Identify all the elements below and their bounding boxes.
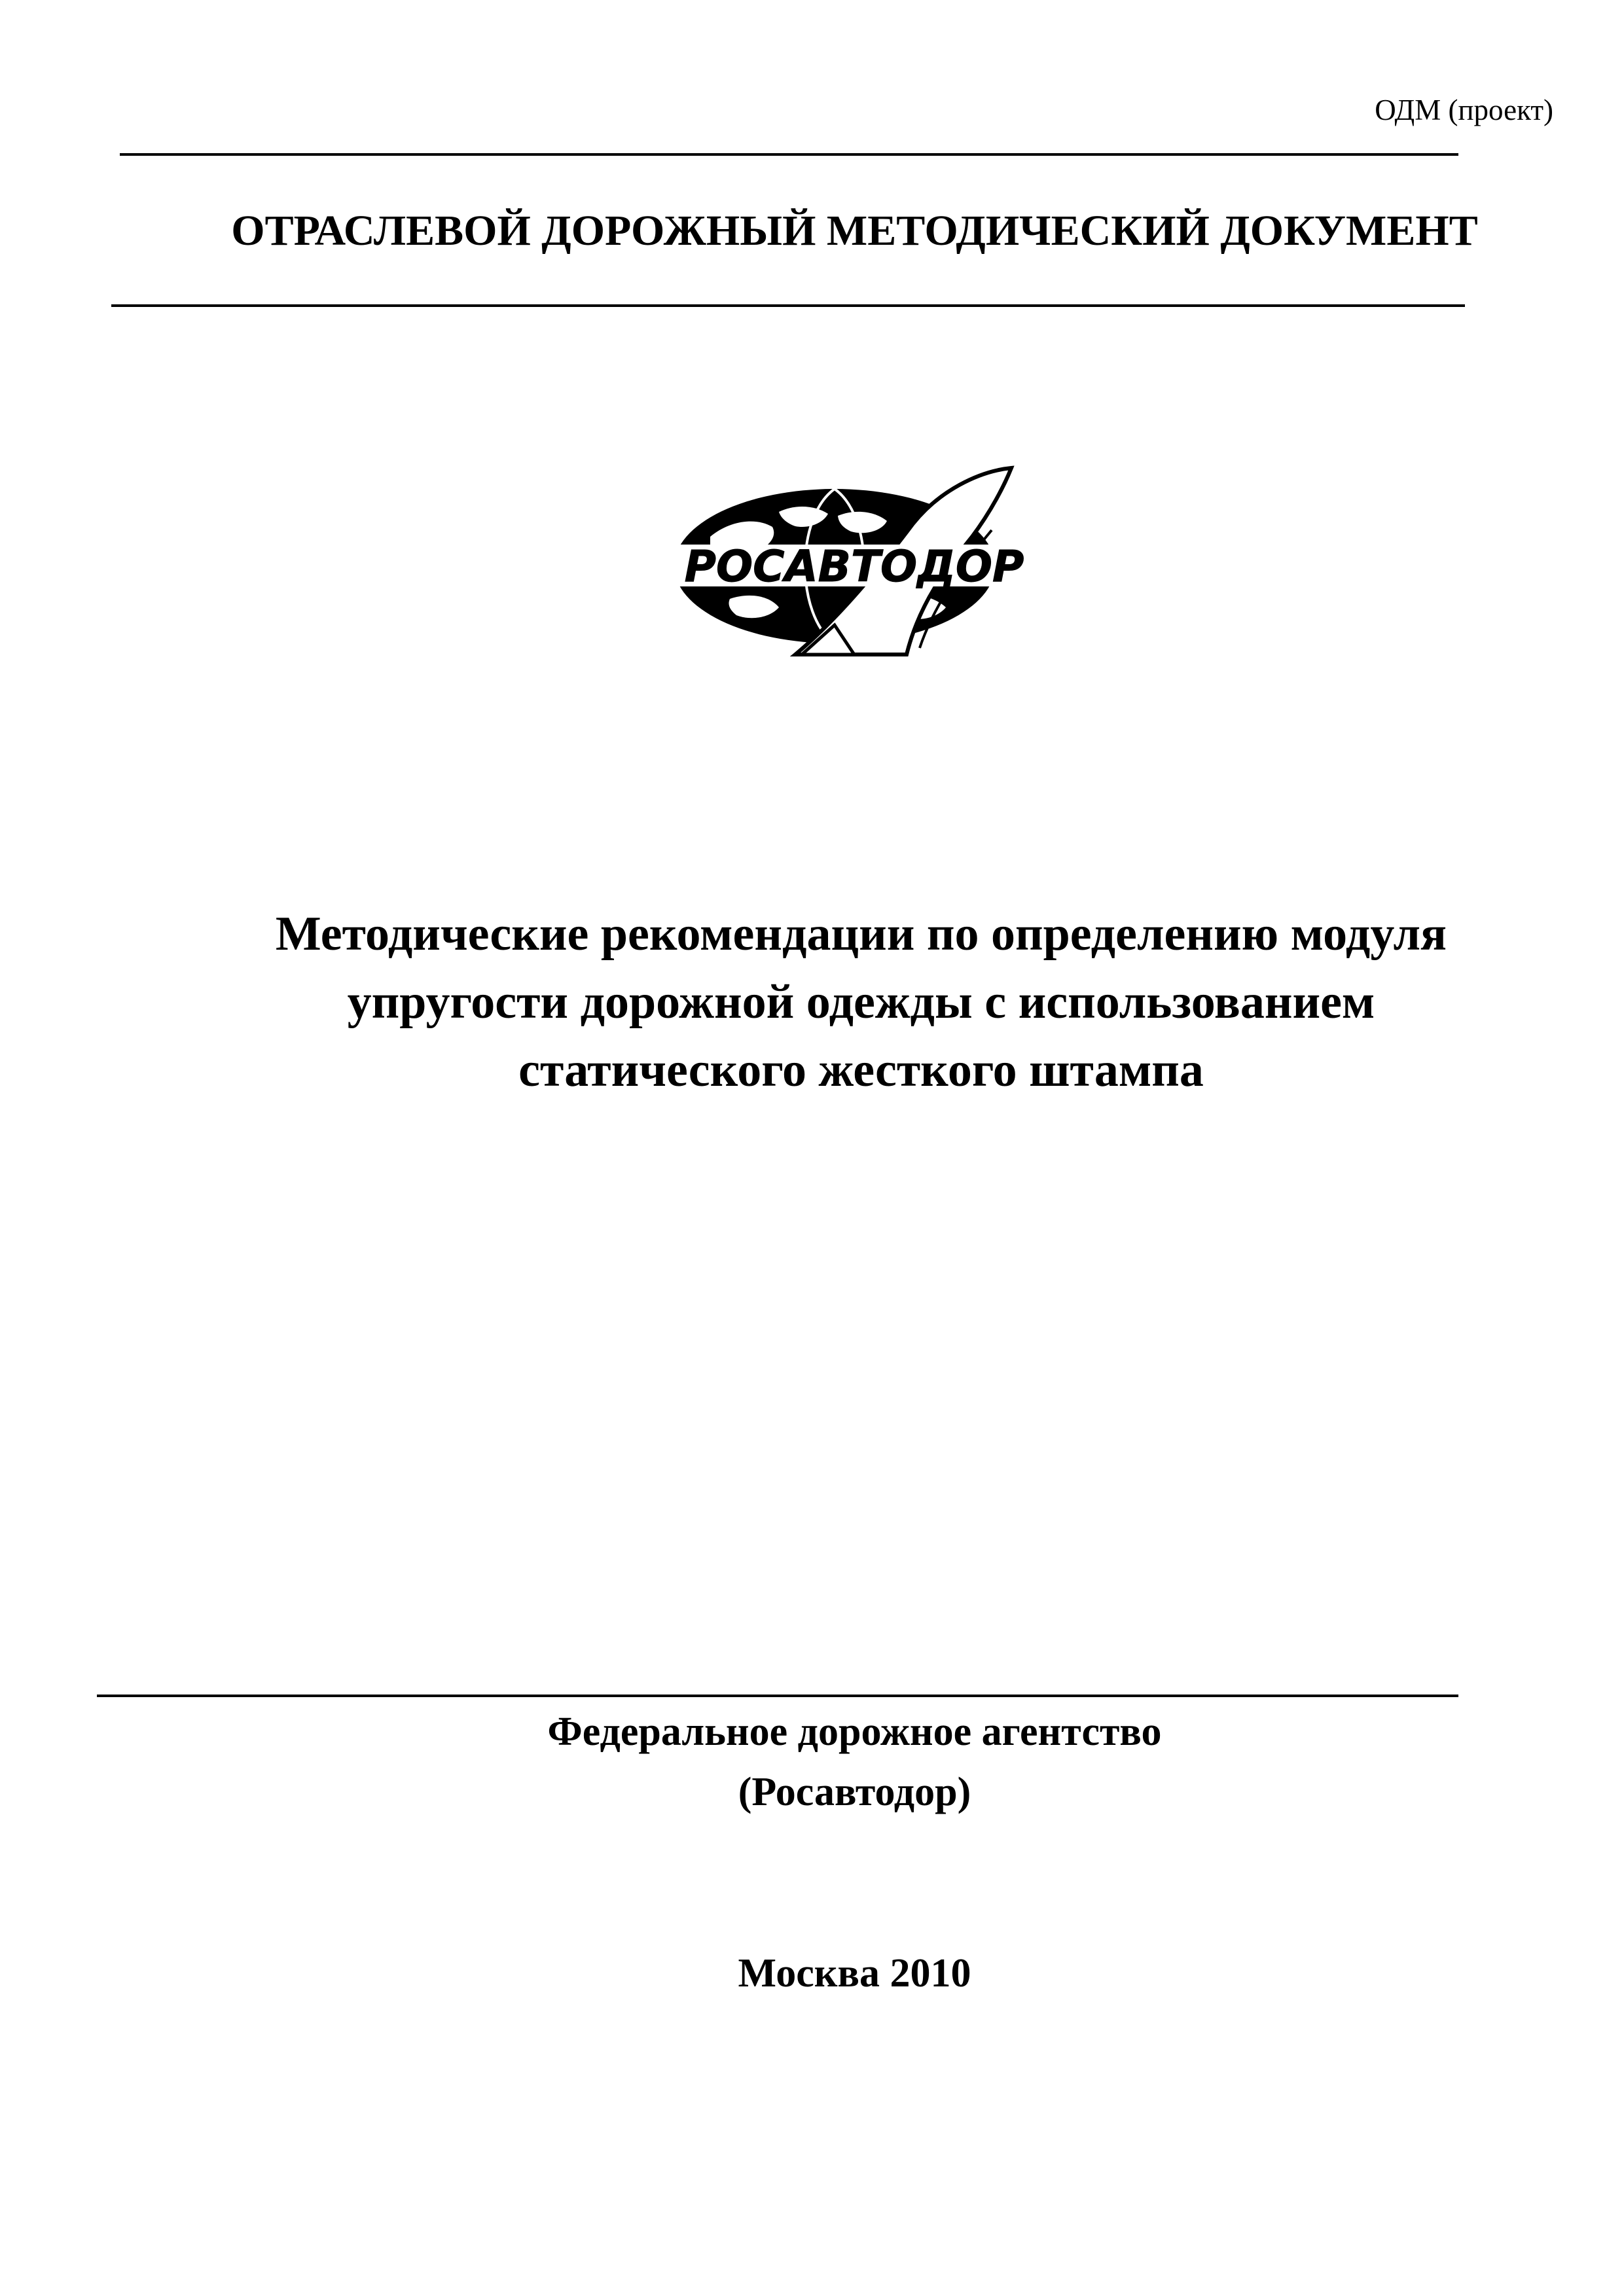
document-code: ОДМ (проект) bbox=[1375, 94, 1553, 126]
logo-text: РОСАВТОДОР bbox=[684, 541, 1024, 592]
document-type-heading bbox=[0, 206, 1624, 256]
top-divider bbox=[120, 153, 1458, 156]
city-year: Москва 2010 bbox=[738, 1951, 971, 1996]
rosavtodor-logo bbox=[638, 458, 1070, 668]
publisher-short-name: (Росавтодор) bbox=[738, 1770, 971, 1814]
city-year-block bbox=[0, 1950, 1624, 1997]
title-line-1: Методические рекомендации по определению модуля bbox=[275, 907, 1447, 961]
document-title bbox=[0, 900, 1624, 1104]
title-line-2: упругости дорожной одежды с использованием bbox=[347, 975, 1375, 1029]
publisher-block bbox=[0, 1702, 1624, 1822]
document-type-text: ОТРАСЛЕВОЙ ДОРОЖНЫЙ МЕТОДИЧЕСКИЙ ДОКУМЕНТ bbox=[231, 207, 1478, 255]
globe-road-logo-icon bbox=[638, 458, 1070, 668]
publisher-name: Федеральное дорожное агентство bbox=[547, 1710, 1162, 1754]
title-line-3: статического жесткого штампа bbox=[518, 1043, 1204, 1097]
header-divider bbox=[111, 304, 1465, 307]
footer-divider bbox=[97, 1695, 1458, 1697]
